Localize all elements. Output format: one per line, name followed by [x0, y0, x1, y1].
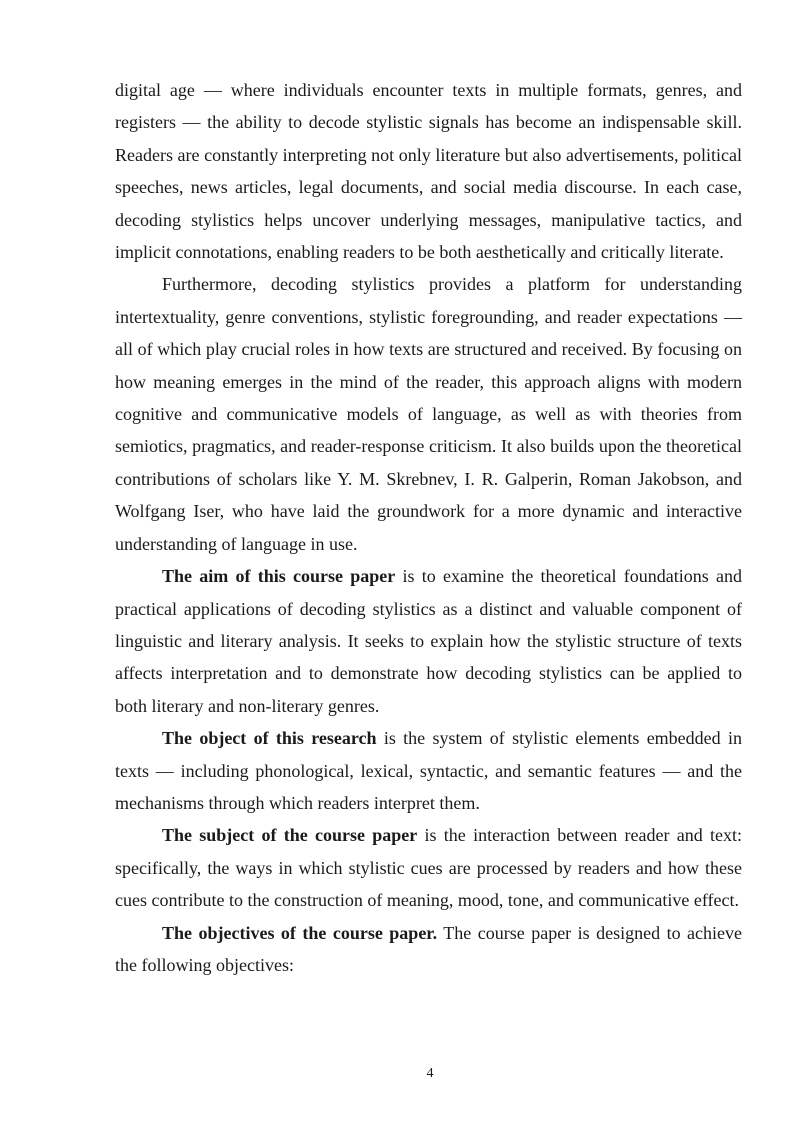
paragraph-text: The course paper is designed to achieve the following objectives: — [115, 922, 742, 975]
paragraph-text: is the system of stylistic elements embedded in texts — including phonological, lexical, syntactic, and semantic features — and the mechanisms through which readers interpret them. — [115, 728, 742, 813]
paragraph-text: Furthermore, decoding stylistics provides a platform for understanding intertextuality, genre conventions, stylistic foregrounding, and reader expectations — all of which play crucial roles in how texts are structured and received. By focusing on how meaning emerges in the mind of the reader, this approach aligns with modern cognitive and communicative models of language, as well as with theories from semiotics, pragmatics, and reader-response criticism. It also builds upon the theoretical contributions of scholars like Y. M. Skrebnev, I. R. Galperin, Roman Jakobson, and Wolfgang Iser, who have laid the groundwork for a more dynamic and interactive understanding of language in use. — [115, 274, 742, 554]
object-heading: The object of this research — [162, 728, 377, 749]
paragraph-aim — [115, 560, 742, 722]
paragraph-object — [115, 722, 742, 819]
paragraph-text: is the interaction between reader and text: specifically, the ways in which stylistic cues are processed by readers and how these cues contribute to the construction of meaning, mood, tone, and communicative effect. — [115, 825, 742, 911]
paragraph-objectives — [115, 917, 742, 982]
paragraph-text: is to examine the theoretical foundations and practical applications of decoding stylistics as a distinct and valuable component of linguistic and literary analysis. It seeks to explain how the stylistic structure of texts affects interpretation and to demonstrate how decoding stylistics can be applied to both literary and non-literary genres. — [115, 566, 742, 716]
page-number: 4 — [426, 1066, 434, 1081]
paragraph-text: digital age — where individuals encounter texts in multiple formats, genres, and registers — the ability to decode stylistic signals has become an indispensable skill. Readers are constantly interpreting not only literature but also advertisements, political speeches, news articles, legal documents, and social media discourse. In each case, decoding stylistics helps uncover underlying messages, manipulative tactics, and implicit connotations, enabling readers to be both aesthetically and critically literate. — [115, 80, 742, 263]
paragraph-digital-age — [115, 74, 742, 268]
subject-heading: The subject of the course paper — [162, 825, 418, 846]
paragraph-furthermore — [115, 268, 742, 560]
aim-heading: The aim of this course paper — [162, 566, 396, 587]
paragraph-subject — [115, 819, 742, 916]
objectives-heading: The objectives of the course paper. — [162, 922, 438, 943]
